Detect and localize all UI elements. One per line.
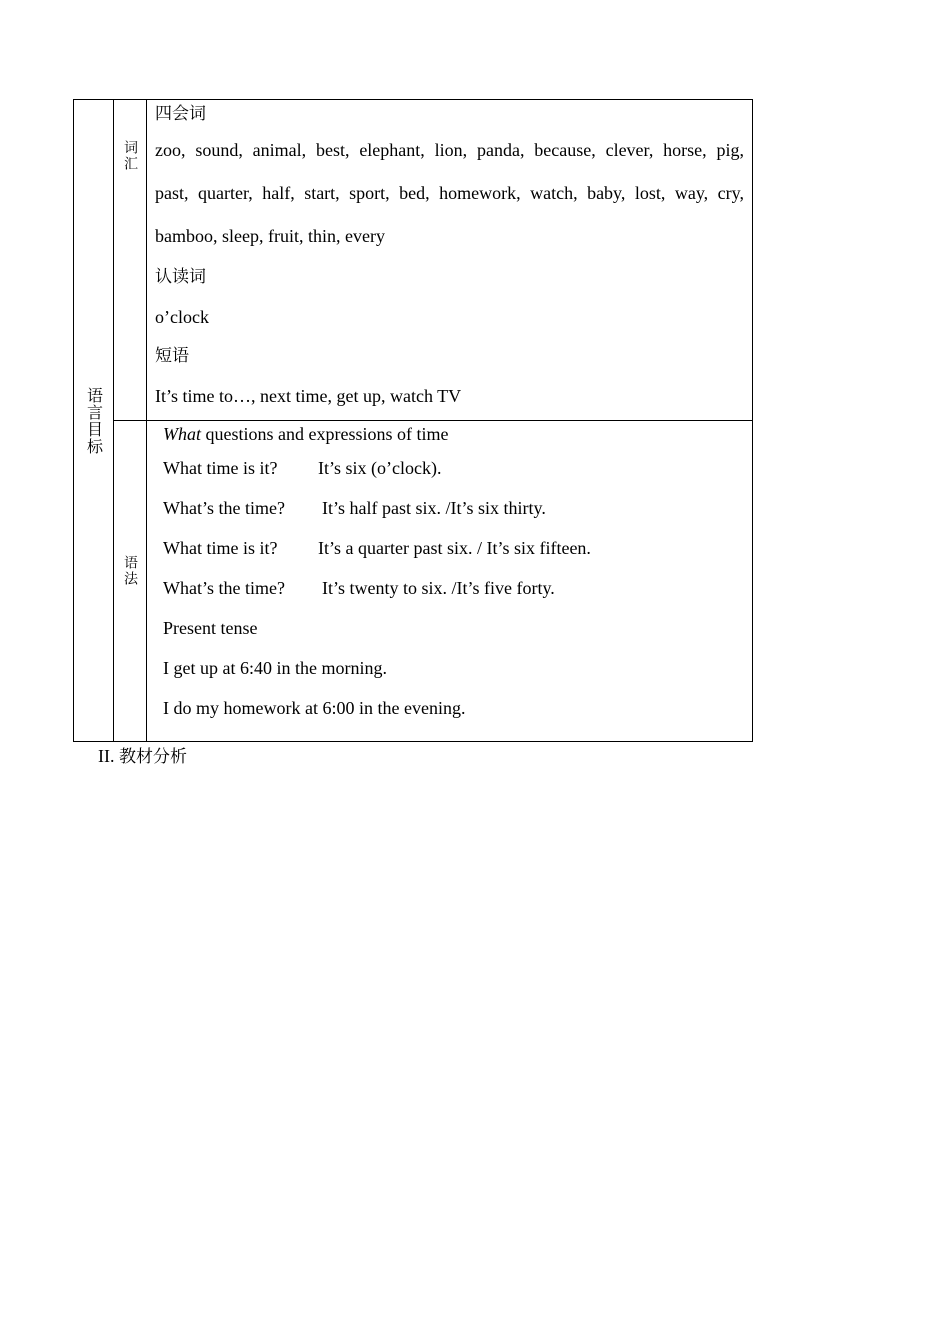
qa-row (163, 528, 744, 568)
qa-question: What time is it? (163, 458, 278, 478)
qa-question: What’s the time? (163, 578, 285, 598)
main-label-cell (74, 100, 114, 742)
qa-answer: It’s a quarter past six. / It’s six fifteen. (318, 538, 591, 558)
recognize-word: o’clock (155, 306, 209, 327)
grammar-heading-rest: questions and expressions of time (201, 424, 449, 444)
vocab-content-cell (147, 100, 753, 421)
qa-answer: It’s twenty to six. /It’s five forty. (322, 578, 555, 598)
qa-question: What’s the time? (163, 498, 285, 518)
grammar-heading-italic: What (163, 424, 201, 444)
main-label: 语言目标 (84, 386, 104, 455)
tense-example-2: I do my homework at 6:00 in the evening. (163, 698, 466, 718)
qa-answer: It’s half past six. /It’s six thirty. (322, 498, 546, 518)
grammar-label: 语法 (122, 555, 138, 587)
qa-question: What time is it? (163, 538, 278, 558)
qa-answer: It’s six (o’clock). (318, 458, 442, 478)
vocab-label-cell (114, 100, 147, 421)
tense-heading: Present tense (163, 618, 258, 638)
vocab-label: 词汇 (122, 140, 138, 172)
section-number: II. (98, 746, 115, 766)
grammar-label-cell (114, 421, 147, 742)
qa-row (163, 568, 744, 608)
four-skill-line-3: bamboo, sleep, fruit, thin, every (155, 226, 385, 246)
language-goals-table (73, 99, 753, 742)
phrases-heading: 短语 (155, 346, 189, 366)
four-skill-line-2: past, quarter, half, start, sport, bed, homework, watch, baby, lost, way, cry, (155, 183, 744, 203)
qa-row (163, 488, 744, 528)
four-skill-heading: 四会词 (155, 104, 206, 124)
four-skill-line-1: zoo, sound, animal, best, elephant, lion, panda, because, clever, horse, pig, (155, 140, 744, 160)
tense-example-1: I get up at 6:40 in the morning. (163, 658, 387, 678)
grammar-heading (163, 421, 744, 448)
grammar-content-cell (147, 421, 753, 742)
section-title: 教材分析 (119, 747, 187, 767)
grammar-row (74, 421, 753, 742)
vocab-row (74, 100, 753, 421)
recognize-heading: 认读词 (155, 267, 206, 287)
qa-row (163, 448, 744, 488)
phrases-text: It’s time to…, next time, get up, watch TV (155, 385, 462, 406)
section-heading (98, 744, 187, 768)
